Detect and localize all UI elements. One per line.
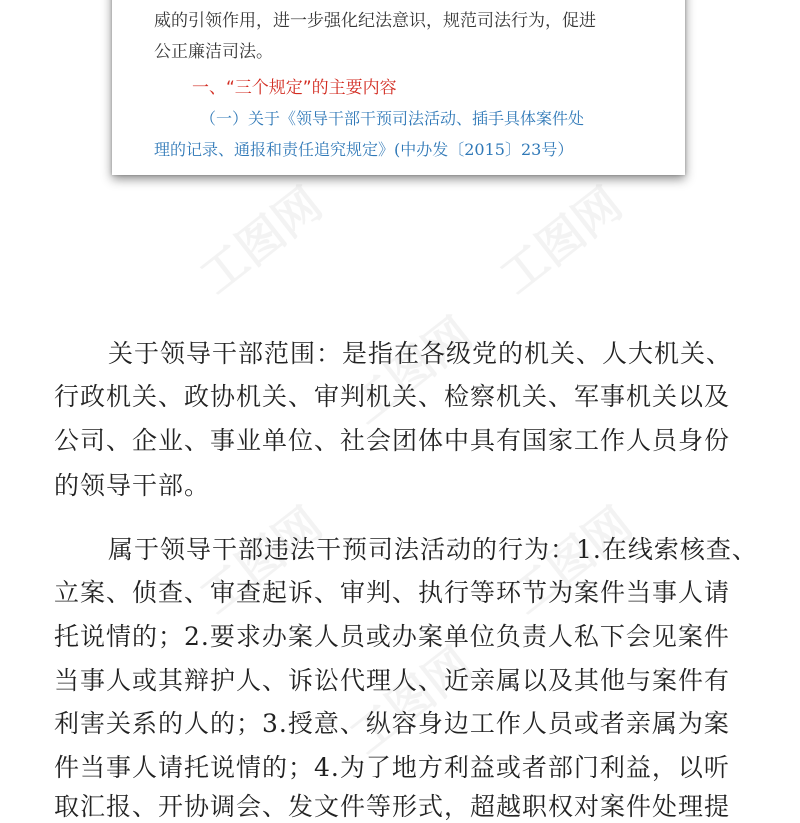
watermark: 工图网 (489, 176, 632, 305)
body-text-line: 的领导干部。 (54, 471, 211, 500)
subsection-title-line: （一）关于《领导干部干预司法活动、插手具体案件处 (200, 109, 585, 128)
body-text-line: 取汇报、开协调会、发文件等形式，超越职权对案件处理提 (54, 792, 731, 821)
card-text-line: 公正廉洁司法。 (154, 42, 273, 62)
watermark: 工图网 (339, 636, 482, 765)
watermark: 工图网 (339, 306, 482, 435)
watermark: 工图网 (189, 496, 332, 625)
excerpt-card (112, 0, 685, 175)
watermark: 工图网 (189, 176, 332, 305)
body-text-line: 托说情的；2.要求办案人员或办案单位负责人私下会见案件 (54, 622, 730, 651)
subsection-title-line: 理的记录、通报和责任追究规定》(中办发〔2015〕23号） (154, 140, 574, 159)
body-text-line: 当事人或其辩护人、诉讼代理人、近亲属以及其他与案件有 (54, 666, 731, 695)
body-text-line: 属于领导干部违法干预司法活动的行为：1.在线索核查、 (108, 535, 758, 564)
body-text-line: 公司、企业、事业单位、社会团体中具有国家工作人员身份 (54, 426, 731, 455)
watermark: 工图网 (499, 496, 642, 625)
body-text-line: 关于领导干部范围：是指在各级党的机关、人大机关、 (108, 339, 733, 368)
body-text-line: 件当事人请托说情的；4.为了地方利益或者部门利益，以听 (54, 753, 730, 782)
section-heading: 一、“三个规定”的主要内容 (192, 78, 397, 98)
body-text-line: 利害关系的人的；3.授意、纵容身边工作人员或者亲属为案 (54, 709, 730, 738)
body-text-line: 行政机关、政协机关、审判机关、检察机关、军事机关以及 (54, 382, 731, 411)
body-text-line: 立案、侦查、审查起诉、审判、执行等环节为案件当事人请 (54, 578, 731, 607)
card-text-line: 威的引领作用，进一步强化纪法意识，规范司法行为，促进 (154, 11, 596, 31)
